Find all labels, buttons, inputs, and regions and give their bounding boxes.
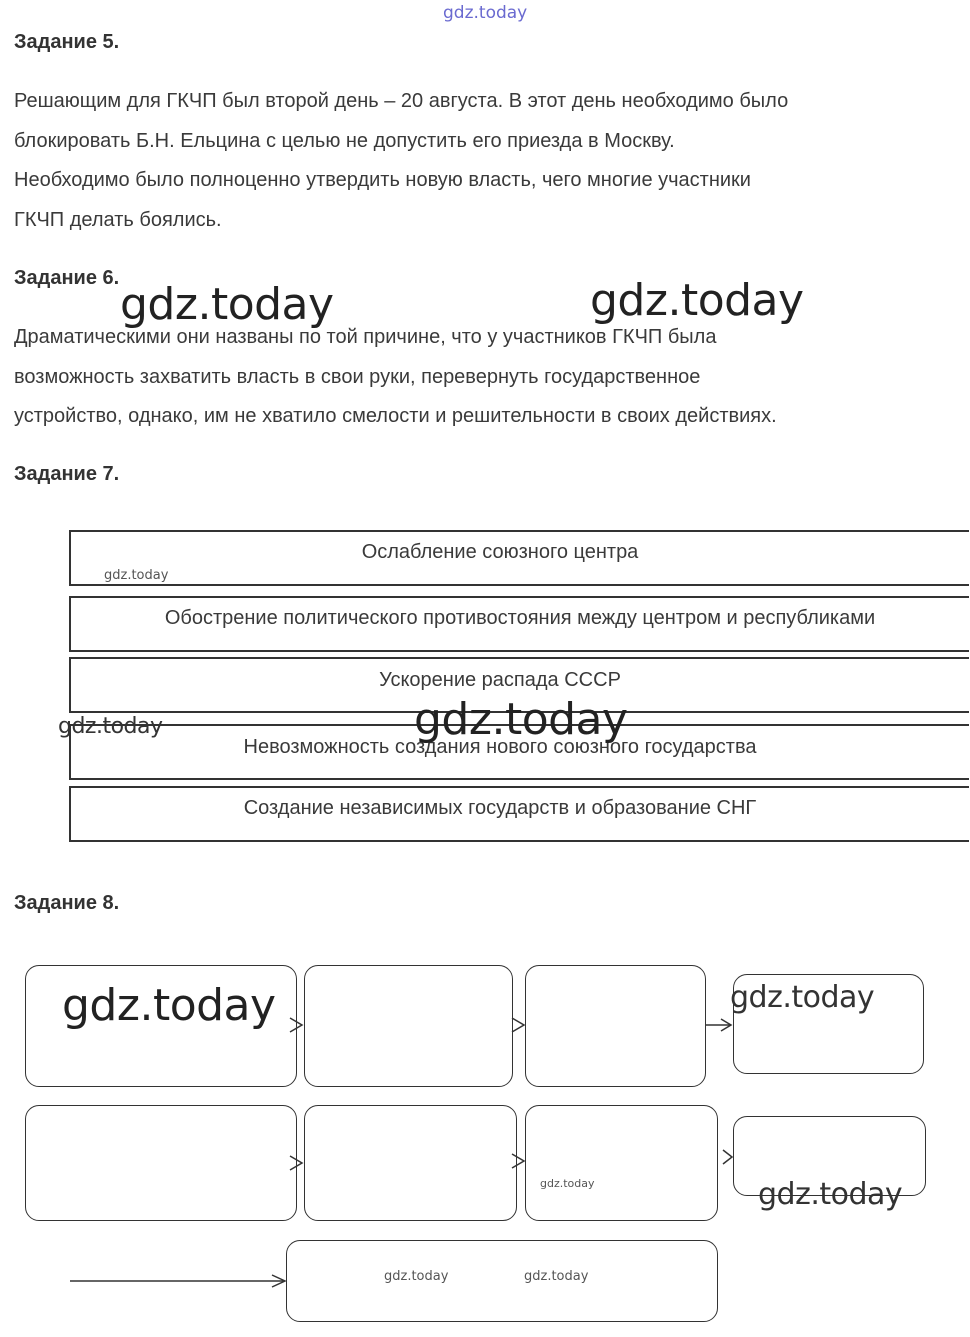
watermark: gdz.today xyxy=(590,275,804,326)
task6-line: устройство, однако, им не хватило смелости и решительности в своих действиях. xyxy=(14,405,777,427)
arrow-icon xyxy=(723,1150,732,1164)
task5-line: ГКЧП делать боялись. xyxy=(14,208,222,231)
task7-box xyxy=(69,596,969,652)
flow-box xyxy=(25,1105,297,1221)
task7-box xyxy=(69,786,969,842)
watermark: gdz.today xyxy=(524,1269,589,1284)
watermark: gdz.today xyxy=(384,1269,449,1284)
task7-box xyxy=(69,530,969,586)
task7-heading: Задание 7. xyxy=(14,463,120,485)
watermark: gdz.today xyxy=(62,980,276,1031)
task7-item: Создание независимых государств и образование СНГ xyxy=(243,797,757,819)
task7-item: Обострение политического противостояния между центром и республиками xyxy=(164,607,876,629)
watermark: gdz.today xyxy=(758,1177,903,1212)
task6-line: Драматическими они названы по той причине, что у участников ГКЧП была xyxy=(14,326,717,348)
flow-box xyxy=(525,965,706,1087)
task7-item: Ускорение распада СССР xyxy=(379,669,621,691)
task7-item: Ослабление союзного центра xyxy=(361,541,639,563)
watermark: gdz.today xyxy=(730,980,875,1015)
watermark: gdz.today xyxy=(120,279,334,330)
flow-box xyxy=(304,965,513,1087)
flow-box xyxy=(304,1105,517,1221)
watermark-top: gdz.today xyxy=(443,3,528,23)
task5-text xyxy=(14,82,944,240)
task5-line: блокировать Б.Н. Ельцина с целью не допустить его приезда в Москву. xyxy=(14,129,675,152)
task6-heading: Задание 6. xyxy=(14,267,120,289)
watermark: gdz.today xyxy=(414,694,628,745)
task8-heading: Задание 8. xyxy=(14,892,120,914)
task5-heading: Задание 5. xyxy=(14,31,120,53)
task6-line: возможность захватить власть в свои руки, перевернуть государственное xyxy=(14,365,701,388)
flow-box xyxy=(286,1240,718,1322)
task6-text xyxy=(14,318,944,437)
arrow-icon xyxy=(512,1018,524,1032)
task5-line: Решающим для ГКЧП был второй день – 20 августа. В этот день необходимо было xyxy=(14,90,789,112)
task5-line: Необходимо было полноценно утвердить новую власть, чего многие участники xyxy=(14,169,751,191)
task7-item: Невозможность создания нового союзного государства xyxy=(243,736,757,758)
flow-box xyxy=(525,1105,718,1221)
watermark: gdz.today xyxy=(58,714,163,739)
watermark: gdz.today xyxy=(540,1177,595,1190)
watermark: gdz.today xyxy=(104,568,169,583)
